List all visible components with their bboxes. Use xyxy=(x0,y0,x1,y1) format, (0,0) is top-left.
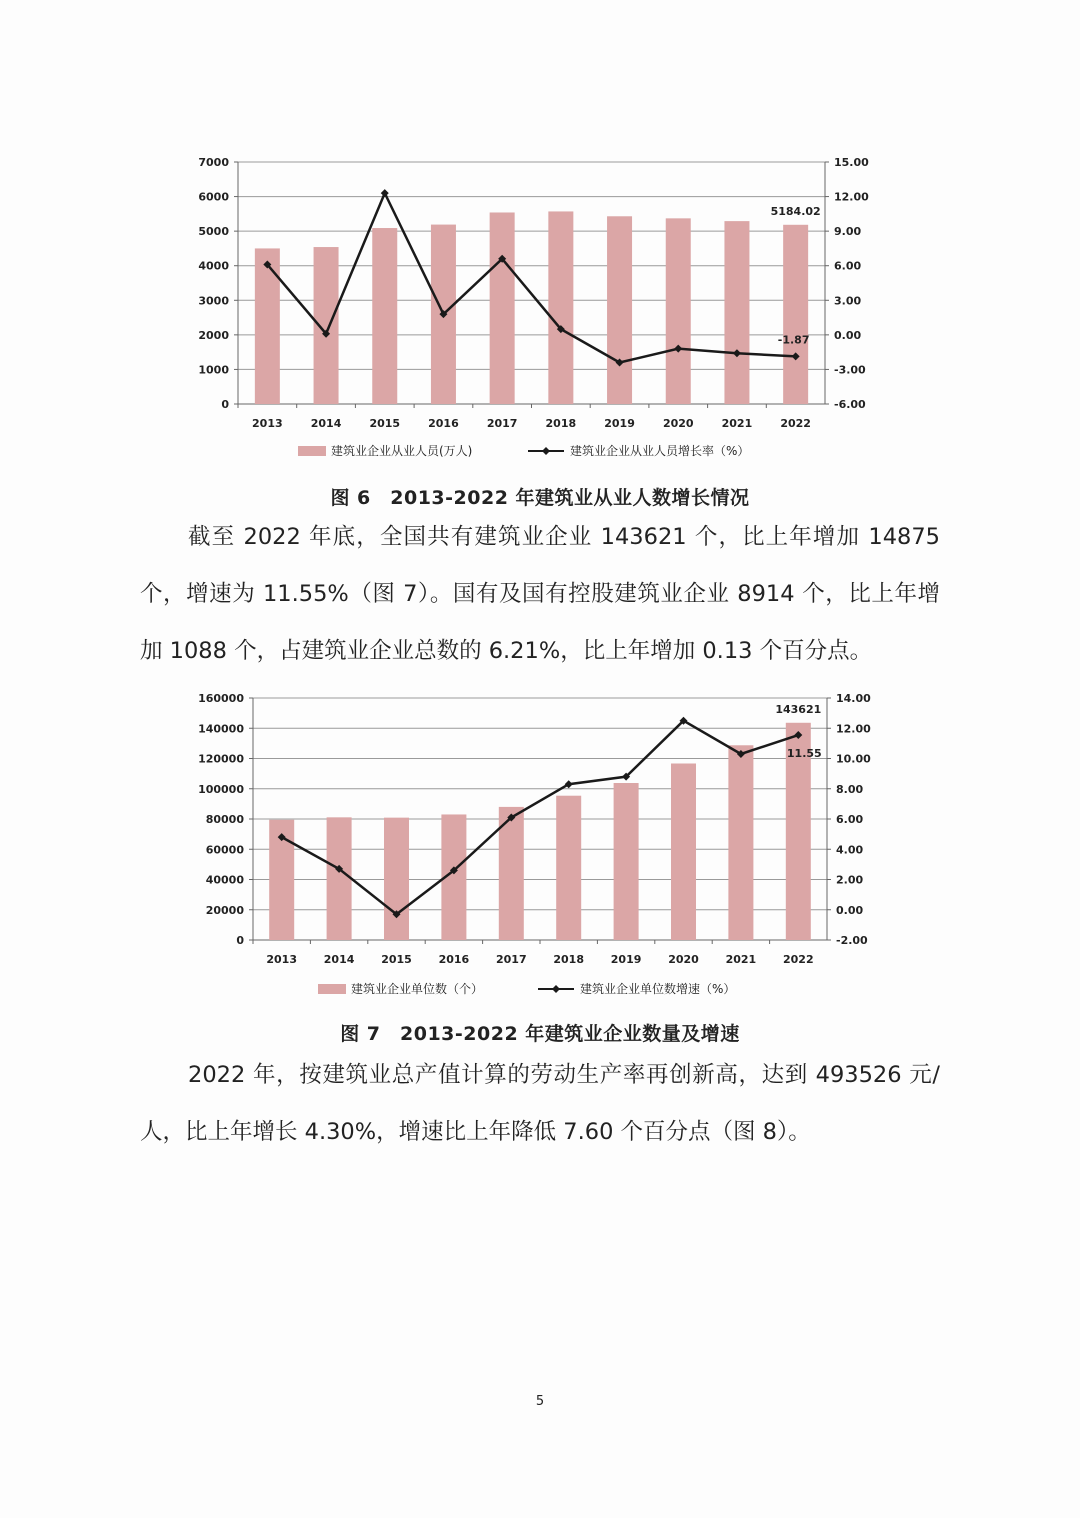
x-axis-tick-label: 2017 xyxy=(486,417,518,430)
bar xyxy=(384,818,409,940)
left-axis-tick-label: 6000 xyxy=(198,190,229,204)
bar-data-label: 143621 xyxy=(775,702,822,716)
right-axis-tick-label: 6.00 xyxy=(834,259,862,273)
right-axis-tick-label: 4.00 xyxy=(836,843,864,857)
x-axis-tick-label: 2014 xyxy=(323,953,355,966)
right-axis-tick-label: 2.00 xyxy=(836,873,864,887)
legend-line-label: 建筑业企业从业人员增长率（%） xyxy=(570,444,750,458)
x-axis-tick-label: 2021 xyxy=(721,417,753,430)
x-axis-tick-label: 2019 xyxy=(604,417,635,430)
bar xyxy=(314,247,339,404)
bar xyxy=(724,221,749,404)
left-axis-tick-label: 160000 xyxy=(198,692,244,705)
right-axis-tick-label: 12.00 xyxy=(836,722,871,736)
legend-line-label: 建筑业企业单位数增速（%） xyxy=(580,982,736,996)
right-axis-tick-label: 0.00 xyxy=(834,328,862,342)
left-axis-tick-label: 4000 xyxy=(198,259,229,273)
left-axis-tick-label: 7000 xyxy=(198,156,229,169)
left-axis-tick-label: 20000 xyxy=(205,903,244,917)
bar xyxy=(666,218,691,404)
left-axis-tick-label: 1000 xyxy=(198,363,229,377)
left-axis-tick-label: 80000 xyxy=(205,813,244,826)
left-axis-tick-label: 60000 xyxy=(205,843,244,857)
legend-line-marker xyxy=(552,985,560,993)
growth-rate-line xyxy=(282,721,799,915)
x-axis-tick-label: 2015 xyxy=(381,953,412,966)
x-axis-tick-label: 2018 xyxy=(553,953,585,966)
x-axis-tick-label: 2022 xyxy=(782,953,814,966)
bar xyxy=(614,783,639,940)
bar xyxy=(372,228,397,404)
left-axis-tick-label: 140000 xyxy=(198,722,244,736)
x-axis-tick-label: 2014 xyxy=(310,417,342,430)
bar xyxy=(783,225,808,404)
bar xyxy=(556,796,581,940)
right-axis-tick-label: 14.00 xyxy=(836,692,871,705)
left-axis-tick-label: 5000 xyxy=(198,225,229,239)
right-axis-tick-label: 10.00 xyxy=(836,752,871,766)
x-axis-tick-label: 2021 xyxy=(725,953,757,966)
x-axis-tick-label: 2017 xyxy=(495,953,527,966)
paragraph-labor-productivity: 2022 年，按建筑业总产值计算的劳动生产率再创新高，达到 493526 元/人，比上年增长 4.30%，增速比上年降低 7.60 个百分点（图 8）。 xyxy=(140,1062,940,1145)
bar xyxy=(327,817,352,940)
legend-line-marker xyxy=(542,447,550,455)
left-axis-tick-label: 0 xyxy=(221,398,229,411)
page-number: 5 xyxy=(535,1394,545,1409)
legend-bar-swatch xyxy=(298,446,326,456)
bar xyxy=(607,216,632,404)
right-axis-tick-label: 0.00 xyxy=(836,903,864,917)
growth-rate-point xyxy=(381,189,389,197)
x-axis-tick-label: 2013 xyxy=(266,953,298,966)
x-axis-tick-label: 2020 xyxy=(662,417,694,430)
paragraph-enterprise-count: 截至 2022 年底，全国共有建筑业企业 143621 个，比上年增加 14875 个，增速为 11.55%（图 7）。国有及国有控股建筑业企业 8914 个，比上年增加 1088 个，占建筑业企业总数的 6.21%，比上年增加 0.13 个百分点。 xyxy=(140,524,940,664)
x-axis-tick-label: 2019 xyxy=(610,953,642,966)
legend-bar-label: 建筑业企业从业人员(万人) xyxy=(331,444,473,458)
left-axis-tick-label: 100000 xyxy=(198,782,244,796)
x-axis-tick-label: 2013 xyxy=(252,417,283,430)
x-axis-tick-label: 2015 xyxy=(369,417,401,430)
legend-bar-label: 建筑业企业单位数（个） xyxy=(351,982,484,996)
bar xyxy=(490,212,515,404)
right-axis-tick-label: 12.00 xyxy=(834,190,869,204)
right-axis-tick-label: 8.00 xyxy=(836,782,864,796)
x-axis-tick-label: 2018 xyxy=(545,417,577,430)
x-axis-tick-label: 2020 xyxy=(668,953,699,966)
line-data-label: -1.87 xyxy=(777,333,810,347)
left-axis-tick-label: 0 xyxy=(236,934,244,947)
bar xyxy=(548,211,573,404)
line-data-label: 11.55 xyxy=(786,747,822,761)
right-axis-tick-label: -6.00 xyxy=(834,398,866,411)
left-axis-tick-label: 3000 xyxy=(198,294,229,308)
right-axis-tick-label: 6.00 xyxy=(836,813,864,826)
growth-rate-line xyxy=(267,193,795,362)
right-axis-tick-label: 3.00 xyxy=(834,294,862,308)
figure-7-caption: 图 7 2013-2022 年建筑业企业数量及增速 xyxy=(340,1023,740,1045)
bar xyxy=(671,763,696,940)
legend-bar-swatch xyxy=(318,984,346,994)
chart-figure-7 xyxy=(0,685,1080,1005)
bar xyxy=(255,248,280,404)
left-axis-tick-label: 120000 xyxy=(198,752,244,766)
chart-figure-6 xyxy=(0,0,1080,470)
bar xyxy=(728,745,753,940)
right-axis-tick-label: 9.00 xyxy=(834,225,862,239)
left-axis-tick-label: 2000 xyxy=(198,328,229,342)
x-axis-tick-label: 2016 xyxy=(428,417,459,430)
right-axis-tick-label: 15.00 xyxy=(834,156,869,169)
right-axis-tick-label: -2.00 xyxy=(836,934,868,947)
figure-6-caption: 图 6 2013-2022 年建筑业从业人数增长情况 xyxy=(330,487,750,509)
x-axis-tick-label: 2016 xyxy=(438,953,470,966)
x-axis-tick-label: 2022 xyxy=(780,417,811,430)
right-axis-tick-label: -3.00 xyxy=(834,363,866,377)
bar-data-label: 5184.02 xyxy=(770,204,821,218)
left-axis-tick-label: 40000 xyxy=(205,873,244,887)
